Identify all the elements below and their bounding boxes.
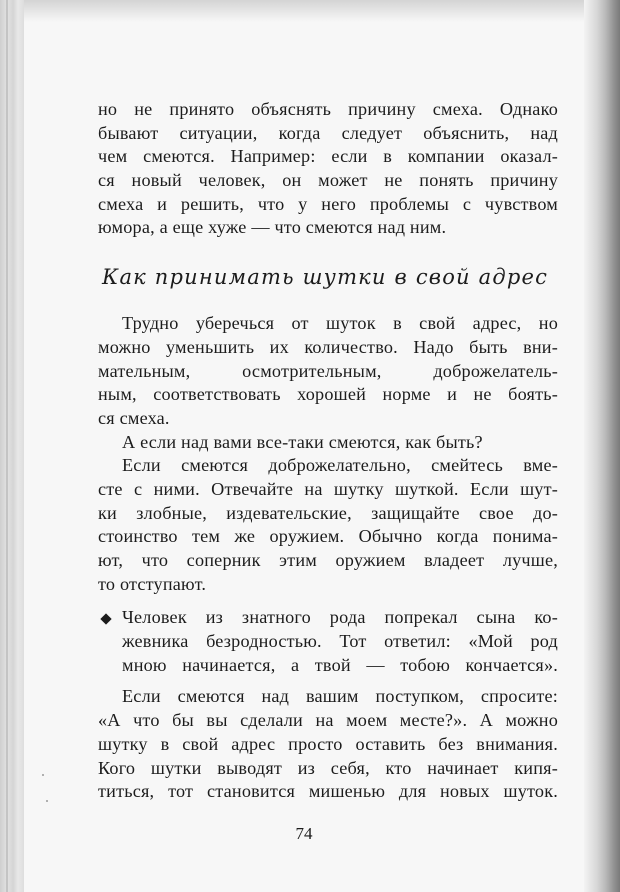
text-line: смеха и решить, что у него проблемы с чувством xyxy=(98,193,558,214)
paragraph xyxy=(98,312,558,430)
top-page-edge xyxy=(24,0,584,22)
left-page-edge xyxy=(0,0,24,892)
text-line: Если смеются над вашим поступком, спросите: xyxy=(122,686,558,707)
text-line: Трудно уберечься от шуток в свой адрес, но xyxy=(122,313,558,334)
page-text xyxy=(98,98,558,804)
text-line: стоинство тем же оружием. Обычно когда понима- xyxy=(98,526,558,547)
text-line: ся смеха. xyxy=(98,407,170,428)
spacer xyxy=(98,677,558,685)
paragraph xyxy=(98,431,558,455)
text-line: бывают ситуации, когда следует объяснить, над xyxy=(98,122,558,143)
scan-speck xyxy=(46,800,48,802)
text-line: но не принято объяснять причину смеха. Однако xyxy=(98,99,558,119)
text-line: «А что бы вы сделали на моем месте?». А можно xyxy=(98,710,558,731)
text-line: можно уменьшить их количество. Надо быть вни- xyxy=(98,336,558,357)
text-line: ся новый человек, он может не понять причину xyxy=(98,170,558,191)
binding-shadow xyxy=(584,0,620,892)
text-line: мною начинается, а твой — тобою кончается». xyxy=(122,654,558,675)
text-line: Кого шутки выводят из себя, кто начинает кипя- xyxy=(98,757,558,778)
text-line: юмора, а еще хуже — что смеются над ним. xyxy=(98,217,447,238)
text-line: мательным, осмотрительным, доброжелатель- xyxy=(98,360,558,381)
book-page xyxy=(24,22,584,892)
paragraph xyxy=(98,685,558,803)
text-line: жевника безродностью. Тот ответил: «Мой род xyxy=(122,631,558,652)
text-line: А если над вами все-таки смеются, как быть? xyxy=(122,431,483,452)
intro-paragraph xyxy=(98,98,558,240)
scan-speck xyxy=(42,774,44,776)
text-line: титься, тот становится мишенью для новых шуток. xyxy=(98,781,558,802)
text-line: сте с ними. Отвечайте на шутку шуткой. Если шут- xyxy=(98,478,558,499)
spacer xyxy=(98,596,558,606)
text-line: шутку в свой адрес просто оставить без внимания. xyxy=(98,733,558,754)
section-heading: Как принимать шутки в свой адрес xyxy=(102,265,549,290)
text-line: Человек из знатного рода попрекал сына ко- xyxy=(122,607,558,628)
text-line: чем смеются. Например: если в компании оказал- xyxy=(98,146,558,167)
text-line: ным, соответствовать хорошей норме и не боять- xyxy=(98,384,558,405)
text-line: Если смеются доброжелательно, смейтесь вме- xyxy=(122,455,558,476)
page-number: 74 xyxy=(295,824,313,843)
text-line: ют, что соперник этим оружием владеет лучше, xyxy=(98,550,558,570)
paragraph xyxy=(98,454,558,596)
text-line: то отступают. xyxy=(98,573,207,594)
anecdote-block xyxy=(98,606,558,677)
text-line: ки злобные, издевательские, защищайте свое до- xyxy=(98,502,558,523)
